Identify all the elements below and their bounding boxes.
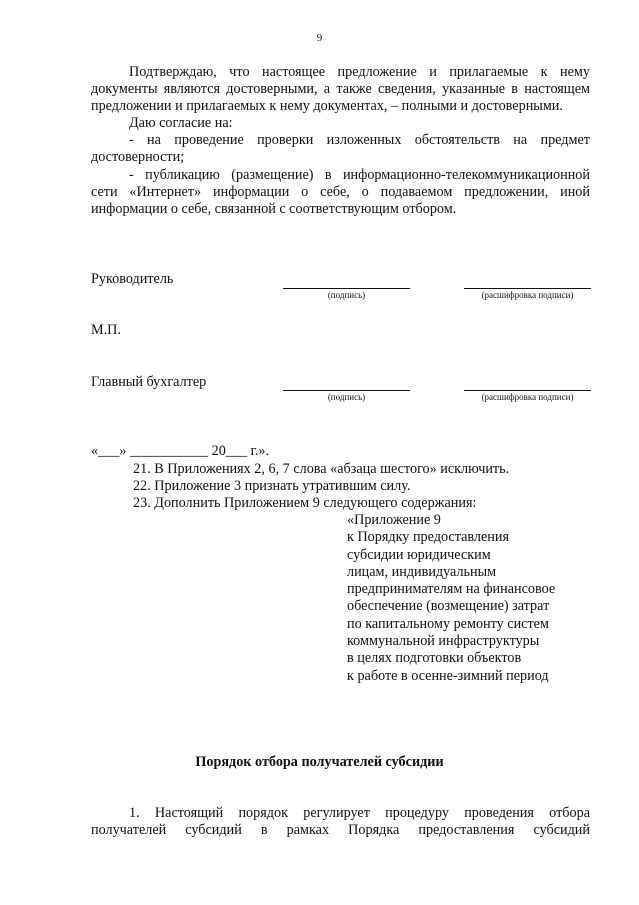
consent-item-1-line-2: достоверности; [91, 149, 185, 166]
accountant-decoding-caption: (расшифровка подписи) [481, 392, 574, 402]
date-line: «___» ___________ 20___ г.». [91, 443, 270, 459]
confirm-line-1: Подтверждаю, что настоящее предложение и прилагаемые к нему [129, 64, 590, 80]
appendix-header [347, 512, 555, 685]
confirm-line-3: предложении и прилагаемых к нему документах, – полными и достоверными. [91, 98, 563, 115]
consent-item-2-line-2: сети «Интернет» информации о себе, о подаваемом предложении, иной [91, 184, 590, 201]
head-decoding-caption: (расшифровка подписи) [481, 290, 574, 300]
consent-item-1-line-1: - на проведение проверки изложенных обстоятельств на предмет [129, 132, 590, 148]
accountant-signature-caption: (подпись) [327, 392, 366, 402]
appendix-line-5: предпринимателям на финансовое [347, 581, 556, 598]
appendix-line-10: к работе в осенне-зимний период [347, 667, 549, 684]
appendix-line-4: лицам, индивидуальным [347, 563, 497, 580]
consent-item-2-line-3: информации о себе, связанной с соответствующим отбором. [91, 201, 457, 218]
appendix-line-3: субсидии юридическим [347, 546, 491, 563]
head-decoding-line [464, 288, 591, 289]
appendix-line-9: в целях подготовки объектов [347, 650, 522, 667]
item-21: 21. В Приложениях 2, 6, 7 слова «абзаца шестого» исключить. [133, 461, 510, 477]
consent-item-1 [91, 132, 590, 166]
accountant-signature-line [283, 390, 410, 391]
seal-label: М.П. [91, 322, 121, 338]
procedure-line-1: 1. Настоящий порядок регулирует процедуру проведения отбора [129, 805, 590, 821]
section-heading: Порядок отбора получателей субсидии [195, 754, 444, 770]
head-signature-caption: (подпись) [327, 290, 366, 300]
consent-item-2-line-1: - публикацию (размещение) в информационно-телекоммуникационной [129, 167, 590, 183]
procedure-paragraph [91, 805, 590, 839]
consent-item-2 [91, 167, 590, 219]
appendix-line-8: коммунальной инфраструктуры [347, 633, 540, 650]
confirm-line-2: документы являются достоверными, а также сведения, указанные в настоящем [91, 81, 590, 98]
appendix-line-7: по капитальному ремонту систем [347, 615, 549, 632]
confirm-paragraph [91, 64, 590, 116]
appendix-line-2: к Порядку предоставления [347, 529, 509, 546]
accountant-label: Главный бухгалтер [91, 374, 207, 390]
appendix-line-6: обеспечение (возмещение) затрат [347, 598, 550, 615]
accountant-decoding-line [464, 390, 591, 391]
page-number: 9 [316, 32, 323, 44]
item-23: 23. Дополнить Приложением 9 следующего содержания: [133, 495, 477, 511]
consent-intro: Даю согласие на: [129, 115, 233, 131]
head-signature-line [283, 288, 410, 289]
appendix-line-1: «Приложение 9 [347, 512, 441, 528]
item-22: 22. Приложение 3 признать утратившим силу. [133, 478, 411, 494]
head-label: Руководитель [91, 271, 174, 287]
consent-intro-block [91, 115, 590, 132]
procedure-line-2: получателей субсидий в рамках Порядка предоставления субсидий [91, 822, 590, 839]
